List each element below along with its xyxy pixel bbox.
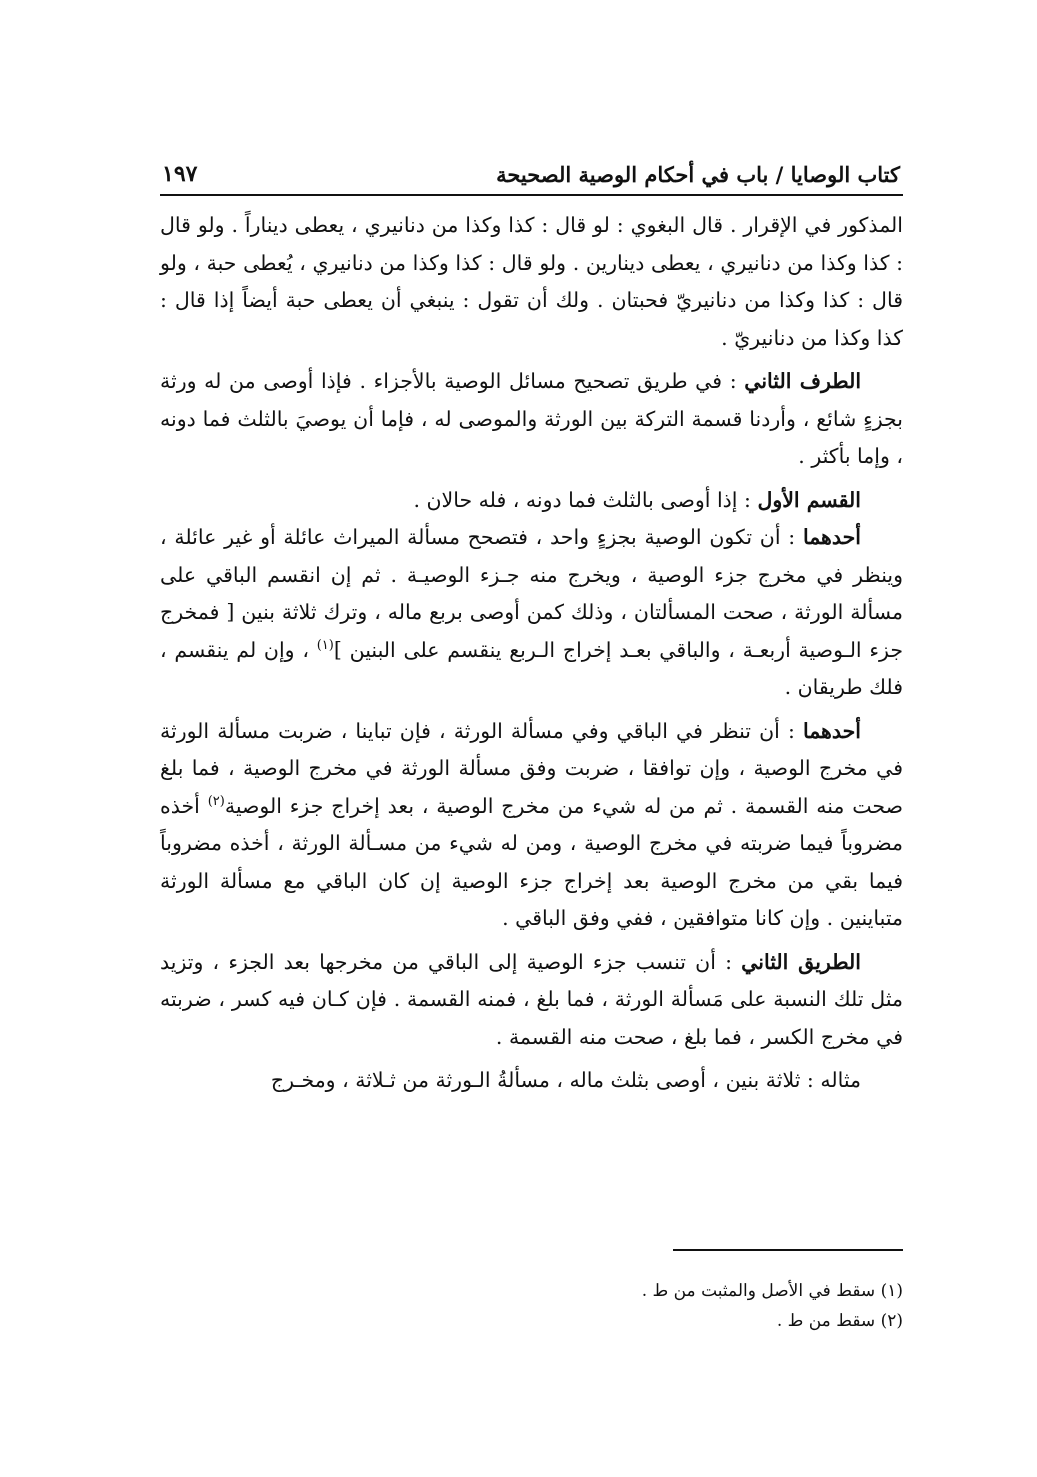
paragraph-text: المذكور في الإقرار . قال البغوي : لو قال : كذا وكذا من دنانيري ، يعطى ديناراً . ولو قال : كذا وكذا من دنانيري ، يعطى دينارين . ولو قال : كذا وكذا من دنانيري ، يُعطى حبة ، ولو قال : كذا وكذا من دنانيريّ فحبتان . ولك أن تقول : ينبغي أن يعطى حبة أيضاً إذا قال : كذا وكذا من دنانيريّ . [160, 213, 903, 350]
footnotes [420, 1276, 903, 1336]
footnote-separator [673, 1249, 903, 1251]
paragraph-text: مثاله : ثلاثة بنين ، أوصى بثلث ماله ، مسألةُ الـورثة من ثـلاثة ، ومخـرج [270, 1068, 861, 1092]
paragraph-heading: الطرف الثاني [744, 369, 862, 393]
paragraph-text: : أن تنظر في الباقي وفي مسألة الورثة ، فإن تباينا ، ضربت مسألة الورثة في مخرج الوصية ، وإن توافقا ، ضربت وفق مسألة الورثة في مخرج الوصية ، فما بلغ صحت منه القسمة . ثم من له شيء من مخرج الوصية ، بعد إخراج جزء الوصية [160, 718, 903, 818]
footnote-item: (٢) سقط من ط . [776, 1311, 903, 1331]
paragraph-text: : في طريق تصحيح مسائل الوصية بالأجزاء . فإذا أوصى من له ورثة بجزءٍ شائع ، وأردنا قسمة التركة بين الورثة والموصى له ، فإما أن يوصيَ بالثلث فما دونه ، وإما بأكثر . [160, 369, 903, 468]
paragraph-heading: القسم الأول [757, 487, 861, 512]
footnote-item: (١) سقط في الأصل والمثبت من ط . [641, 1281, 903, 1301]
paragraph-heading: أحدهما [802, 718, 861, 743]
paragraph-text: : أن تنسب جزء الوصية إلى الباقي من مخرجها بعد الجزء ، وتزيد مثل تلك النسبة على مَسألة الورثة ، فما بلغ ، فمنه القسمة . فإن كـان فيه كسر ، ضربته في مخرج الكسر ، فما بلغ ، صحت منه القسمة . [160, 949, 903, 1049]
paragraph [160, 519, 903, 707]
footnote-reference[interactable]: (١) [316, 637, 334, 653]
main-text [160, 207, 903, 1106]
paragraph-heading: الطريق الثاني [741, 949, 861, 974]
paragraph-text-continued: أخذه مضروباً فيما ضربته في مخرج الوصية ، ومن له شيء من مسـألة الورثة ، أخذه مضروباً فيما بقي من مخرج الوصية بعد إخراج جزء الوصية إن كان الباقي مع مسألة الورثة متباينين . وإن كانا متوافقين ، ففي وفق الباقي . [160, 793, 903, 930]
header-title: كتاب الوصايا / باب في أحكام الوصية الصحيحة [496, 162, 900, 187]
paragraph [160, 713, 903, 938]
paragraph [160, 207, 903, 357]
paragraph-text: : أن تكون الوصية بجزءٍ واحد ، فتصحح مسألة الميراث عائلة أو غير عائلة ، وينظر في مخرج جزء الوصية ، ويخرج منه جـزء الوصيـة . ثم إن انقسم الباقي على مسألة الورثة ، صحت المسألتان ، وذلك كمن أوصى بربع ماله ، وترك ثلاثة بنين [ فمخرج جزء الـوصية أربعـة ، والباقي بعـد إخراج الـربع ينقسم على البنين ] [160, 525, 904, 662]
paragraph [160, 1062, 903, 1100]
paragraph [160, 363, 903, 476]
paragraph [160, 482, 903, 520]
header-rule [160, 194, 903, 196]
paragraph-text: : إذا أوصى بالثلث فما دونه ، فله حالان . [413, 487, 758, 512]
paragraph [160, 944, 903, 1057]
page-number: ١٩٧ [162, 161, 198, 187]
running-header [162, 143, 900, 187]
footnote-reference[interactable]: (٢) [207, 793, 225, 809]
paragraph-text-continued: ، وإن لم ينقسم ، فلك طريقان . [160, 637, 903, 699]
paragraph-heading: أحدهما [802, 525, 861, 549]
